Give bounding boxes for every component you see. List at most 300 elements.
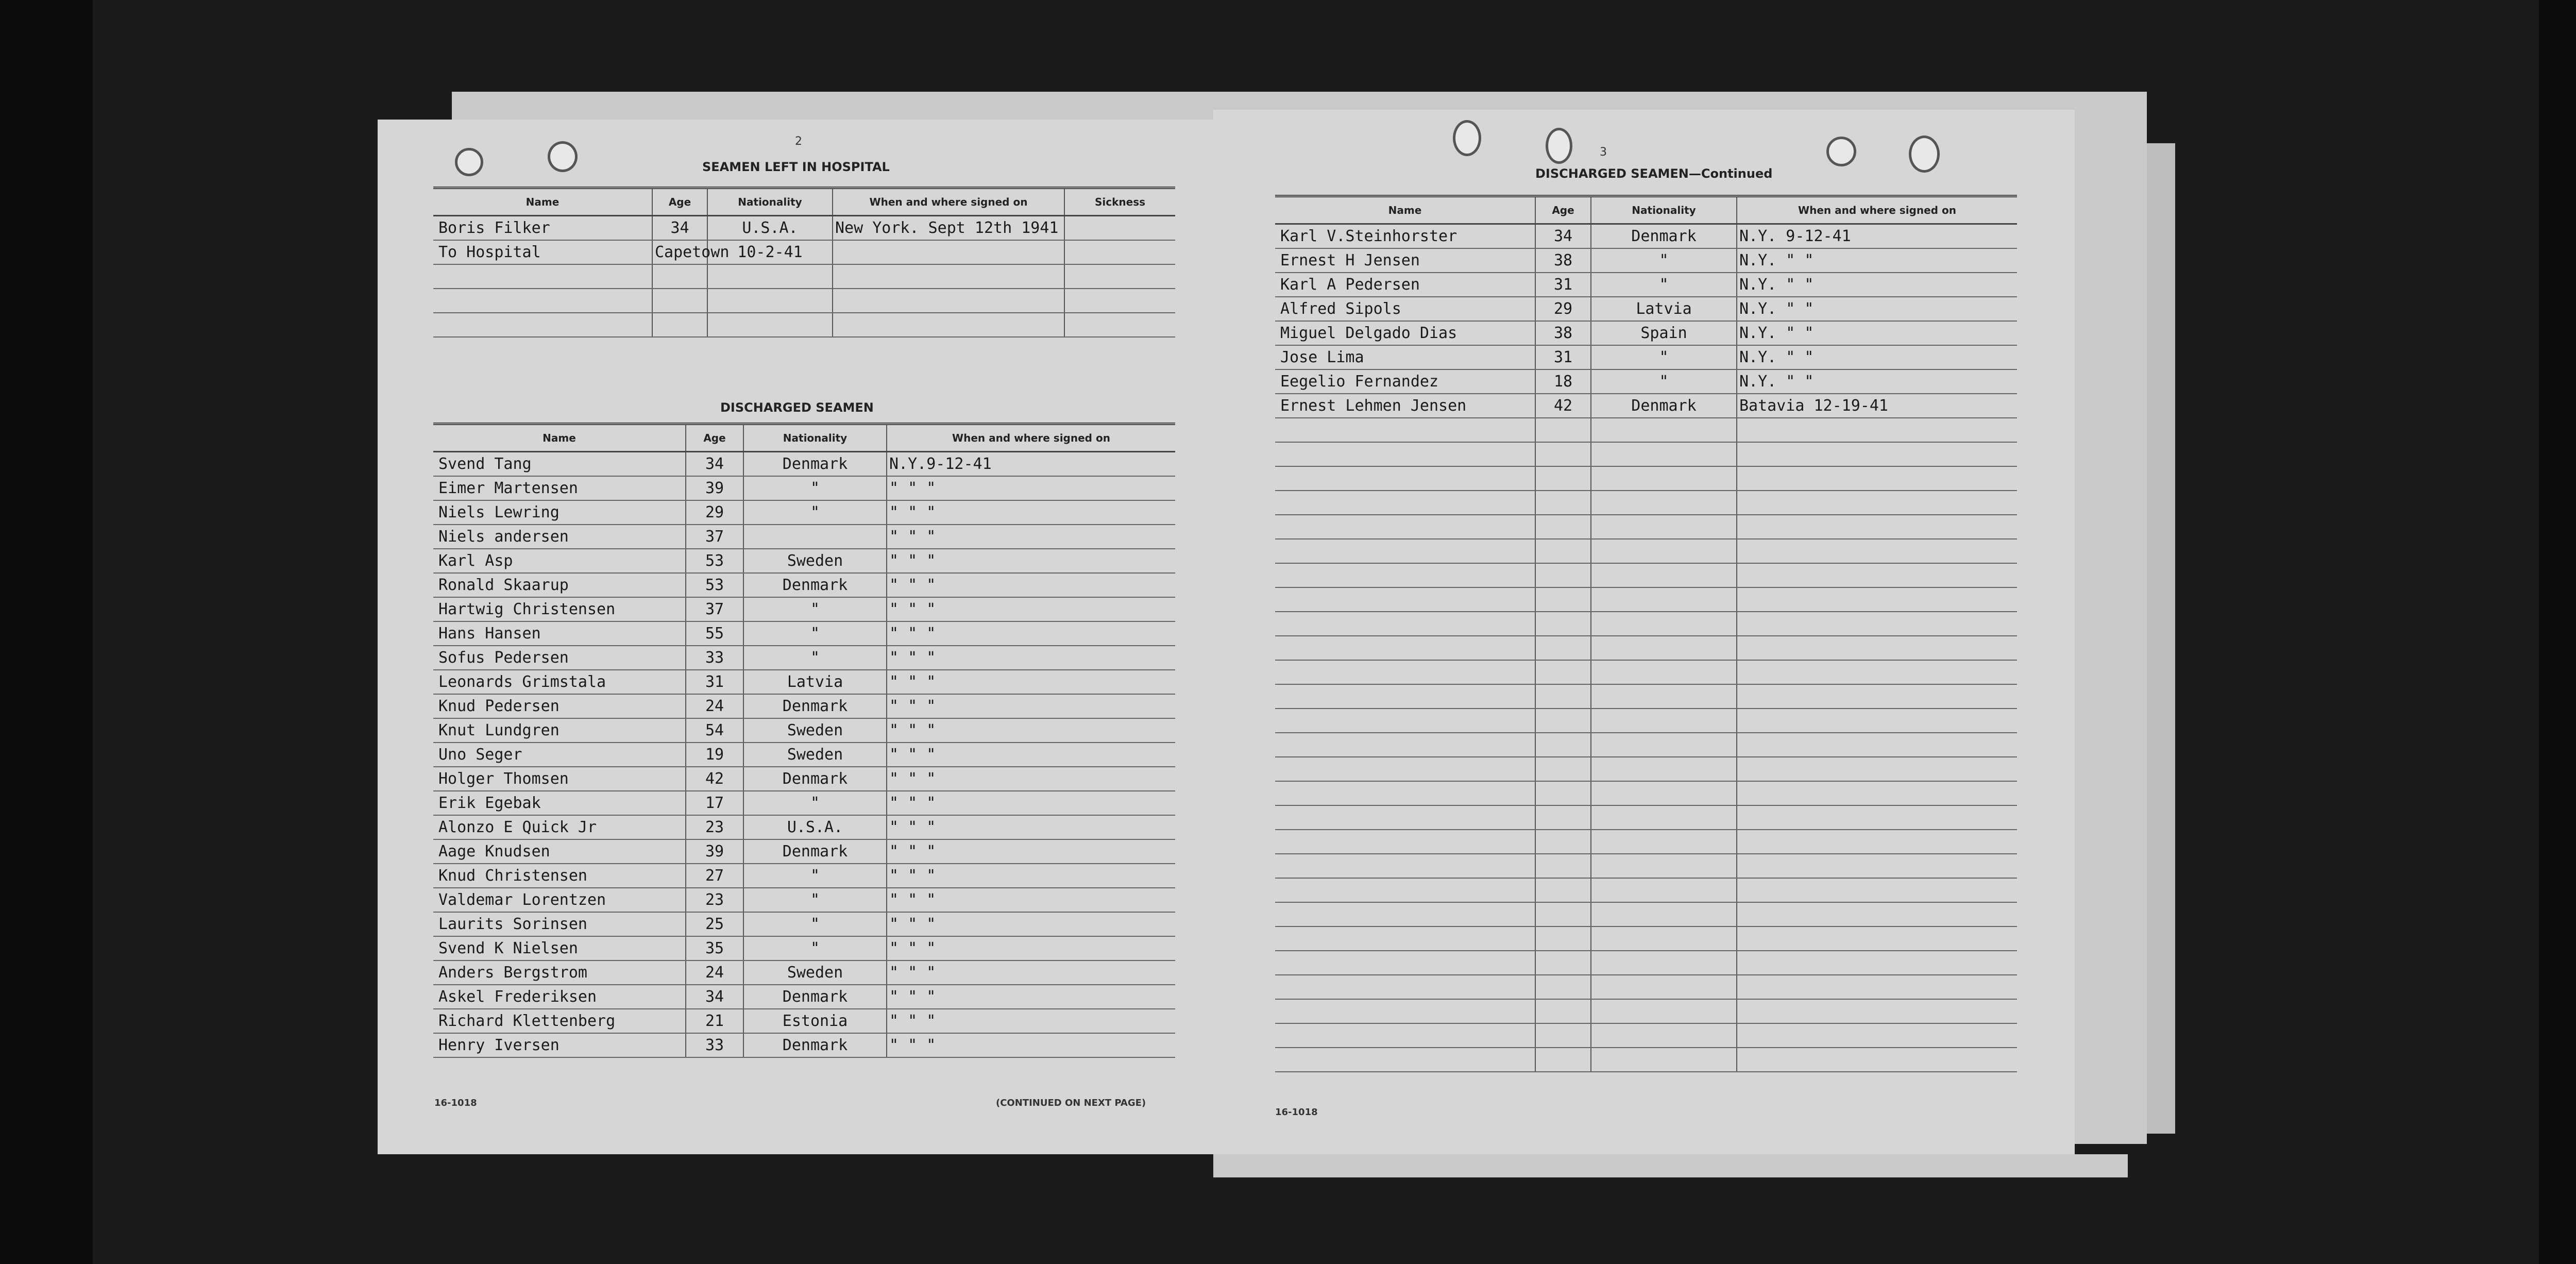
punch-hole (1453, 120, 1481, 156)
table-row (433, 216, 1175, 241)
cell-age: 25 (686, 912, 743, 936)
empty-cell (1275, 466, 1535, 491)
empty-cell (1535, 612, 1591, 636)
cell-age: 24 (686, 694, 743, 718)
cell-name: Knud Pedersen (433, 694, 686, 718)
table-row (433, 646, 1175, 670)
cell-signed-on: " " " (887, 912, 1175, 936)
cell-name: Aage Knudsen (433, 839, 686, 864)
cell-nationality: U.S.A. (743, 815, 887, 839)
empty-cell (1737, 466, 2017, 491)
cell-signed-on: " " " (887, 476, 1175, 500)
empty-cell (1591, 636, 1737, 660)
empty-row (1275, 878, 2017, 902)
cell-name: To Hospital (433, 240, 652, 264)
empty-cell (1737, 926, 2017, 951)
empty-cell (1591, 1023, 1737, 1048)
cell-name: Valdemar Lorentzen (433, 888, 686, 912)
empty-cell (1535, 1048, 1591, 1072)
table-row (433, 597, 1175, 621)
cell-name: Ernest H Jensen (1275, 248, 1535, 273)
cell-nationality: Sweden (743, 549, 887, 573)
cell-age: 42 (686, 767, 743, 791)
cell-nationality (707, 264, 833, 289)
cell-age: 34 (686, 985, 743, 1009)
cell-name: Boris Filker (433, 216, 652, 241)
cell-name: Askel Frederiksen (433, 985, 686, 1009)
table-row (1275, 345, 2017, 369)
table-row (433, 791, 1175, 815)
empty-cell (1275, 733, 1535, 757)
cell-name: Karl V.Steinhorster (1275, 224, 1535, 249)
cell-age: 33 (686, 646, 743, 670)
cell-name: Ernest Lehmen Jensen (1275, 394, 1535, 418)
empty-cell (1591, 805, 1737, 830)
punch-hole (1826, 137, 1856, 166)
cell-age (652, 289, 707, 313)
empty-row (1275, 975, 2017, 999)
header-row (433, 188, 1175, 216)
cell-name (433, 289, 652, 313)
cell-nationality: Estonia (743, 1009, 887, 1033)
table-row (433, 888, 1175, 912)
empty-cell (1591, 757, 1737, 781)
empty-cell (1535, 660, 1591, 684)
cell-age: 38 (1535, 321, 1591, 345)
cell-sickness (1064, 240, 1175, 264)
empty-cell (1737, 999, 2017, 1023)
page-number: 2 (795, 135, 802, 148)
empty-cell (1535, 757, 1591, 781)
cell-signed-on: " " " (887, 743, 1175, 767)
empty-cell (1591, 951, 1737, 975)
empty-cell (1591, 902, 1737, 926)
table-row (1275, 273, 2017, 297)
cell-age: 37 (686, 525, 743, 549)
table-row (433, 985, 1175, 1009)
cell-signed-on: " " " (887, 815, 1175, 839)
cell-name: Eimer Martensen (433, 476, 686, 500)
empty-row (1275, 684, 2017, 709)
empty-cell (1737, 733, 2017, 757)
cell-nationality: Denmark (1591, 394, 1737, 418)
empty-cell (1535, 999, 1591, 1023)
cell-signed-on (833, 240, 1064, 264)
empty-row (1275, 515, 2017, 539)
empty-cell (1591, 926, 1737, 951)
empty-row (1275, 757, 2017, 781)
empty-row (1275, 612, 2017, 636)
cell-signed-on: " " " (887, 525, 1175, 549)
cell-signed-on: N.Y. " " (1737, 297, 2017, 321)
empty-cell (1737, 854, 2017, 878)
cell-age: 27 (686, 864, 743, 888)
cell-name: Hartwig Christensen (433, 597, 686, 621)
cell-signed-on (833, 264, 1064, 289)
table-row (433, 839, 1175, 864)
empty-cell (1535, 733, 1591, 757)
continued-note: (CONTINUED ON NEXT PAGE) (996, 1098, 1146, 1108)
empty-row (1275, 491, 2017, 515)
cell-age: 29 (686, 500, 743, 525)
cell-signed-on: " " " (887, 791, 1175, 815)
cell-age: 18 (1535, 369, 1591, 394)
empty-cell (1275, 442, 1535, 466)
table-row (1275, 224, 2017, 249)
cell-age: 54 (686, 718, 743, 743)
empty-cell (1737, 539, 2017, 563)
empty-cell (1737, 805, 2017, 830)
empty-cell (1275, 539, 1535, 563)
empty-cell (1535, 515, 1591, 539)
empty-cell (1591, 830, 1737, 854)
empty-cell (1275, 805, 1535, 830)
cell-sickness (1064, 289, 1175, 313)
cell-signed-on: " " " (887, 1009, 1175, 1033)
column-header: Name (433, 188, 652, 216)
column-header: Age (652, 188, 707, 216)
cell-name: Alonzo E Quick Jr (433, 815, 686, 839)
table-row (433, 670, 1175, 694)
empty-row (1275, 636, 2017, 660)
cell-name: Eegelio Fernandez (1275, 369, 1535, 394)
empty-cell (1275, 1023, 1535, 1048)
empty-cell (1737, 636, 2017, 660)
cell-nationality: " (1591, 369, 1737, 394)
empty-cell (1737, 587, 2017, 612)
empty-cell (1591, 733, 1737, 757)
empty-cell (1275, 1048, 1535, 1072)
cell-name: Anders Bergstrom (433, 960, 686, 985)
empty-cell (1275, 926, 1535, 951)
empty-cell (1737, 491, 2017, 515)
empty-cell (1737, 1048, 2017, 1072)
empty-cell (1275, 515, 1535, 539)
cell-name: Uno Seger (433, 743, 686, 767)
cell-age: 34 (1535, 224, 1591, 249)
cell-name: Holger Thomsen (433, 767, 686, 791)
cell-nationality: " (743, 646, 887, 670)
cell-name: Ronald Skaarup (433, 573, 686, 597)
hospital-table (433, 187, 1175, 338)
film-border-right (2539, 0, 2576, 1264)
cell-signed-on: " " " (887, 549, 1175, 573)
cell-signed-on (833, 313, 1064, 337)
cell-signed-on: N.Y. " " (1737, 369, 2017, 394)
cell-signed-on: " " " (887, 839, 1175, 864)
cell-name (433, 313, 652, 337)
empty-cell (1275, 878, 1535, 902)
table-row (433, 864, 1175, 888)
empty-cell (1275, 830, 1535, 854)
empty-cell (1591, 1048, 1737, 1072)
empty-cell (1535, 805, 1591, 830)
cell-signed-on: Batavia 12-19-41 (1737, 394, 2017, 418)
cell-age: 31 (1535, 273, 1591, 297)
empty-cell (1275, 491, 1535, 515)
cell-nationality: " (743, 864, 887, 888)
cell-nationality: " (743, 912, 887, 936)
empty-cell (1591, 999, 1737, 1023)
empty-cell (1737, 660, 2017, 684)
table-row (433, 549, 1175, 573)
column-header: Name (433, 424, 686, 452)
cell-signed-on: " " " (887, 670, 1175, 694)
empty-row (1275, 466, 2017, 491)
table-row (433, 313, 1175, 337)
table-row (1275, 394, 2017, 418)
cell-signed-on: New York. Sept 12th 1941 (833, 216, 1064, 241)
empty-cell (1275, 660, 1535, 684)
empty-cell (1591, 466, 1737, 491)
discharged-continued-title: DISCHARGED SEAMEN—Continued (1535, 166, 1773, 181)
empty-cell (1737, 515, 2017, 539)
column-header: Age (1535, 196, 1591, 224)
discharged-continued-table (1275, 195, 2017, 1072)
cell-sickness (1064, 264, 1175, 289)
empty-cell (1737, 878, 2017, 902)
table-row (433, 960, 1175, 985)
empty-cell (1591, 418, 1737, 442)
empty-row (1275, 781, 2017, 805)
cell-age: 39 (686, 839, 743, 864)
cell-name (433, 264, 652, 289)
empty-row (1275, 418, 2017, 442)
cell-signed-on: N.Y. " " (1737, 273, 2017, 297)
cell-signed-on: " " " (887, 888, 1175, 912)
cell-age: 34 (652, 216, 707, 241)
empty-cell (1275, 999, 1535, 1023)
cell-nationality: Denmark (743, 767, 887, 791)
header-row (433, 424, 1175, 452)
cell-age: 23 (686, 815, 743, 839)
cell-age: 35 (686, 936, 743, 960)
cell-signed-on: N.Y. " " (1737, 345, 2017, 369)
empty-row (1275, 830, 2017, 854)
cell-age: 31 (686, 670, 743, 694)
empty-cell (1535, 418, 1591, 442)
cell-nationality: Denmark (743, 452, 887, 477)
cell-nationality: " (743, 791, 887, 815)
empty-cell (1535, 854, 1591, 878)
cell-nationality: " (743, 936, 887, 960)
film-border-left (0, 0, 93, 1264)
empty-cell (1737, 684, 2017, 709)
empty-row (1275, 902, 2017, 926)
form-number: 16-1018 (1275, 1107, 1318, 1118)
table-row (433, 815, 1175, 839)
empty-cell (1275, 757, 1535, 781)
cell-name: Jose Lima (1275, 345, 1535, 369)
table-row (433, 1009, 1175, 1033)
empty-row (1275, 805, 2017, 830)
cell-nationality: Latvia (1591, 297, 1737, 321)
cell-age: 21 (686, 1009, 743, 1033)
empty-row (1275, 854, 2017, 878)
empty-cell (1535, 636, 1591, 660)
cell-age: 42 (1535, 394, 1591, 418)
column-header: When and where signed on (833, 188, 1064, 216)
table-row (1275, 297, 2017, 321)
cell-name: Erik Egebak (433, 791, 686, 815)
table-row (433, 936, 1175, 960)
cell-nationality: U.S.A. (707, 216, 833, 241)
empty-cell (1737, 902, 2017, 926)
cell-name: Laurits Sorinsen (433, 912, 686, 936)
cell-nationality: Denmark (743, 1033, 887, 1057)
empty-cell (1591, 612, 1737, 636)
empty-cell (1737, 781, 2017, 805)
cell-nationality: 10-2-41 (707, 240, 833, 264)
cell-name: Leonards Grimstala (433, 670, 686, 694)
cell-name: Svend K Nielsen (433, 936, 686, 960)
cell-signed-on: " " " (887, 1033, 1175, 1057)
cell-name: Niels Lewring (433, 500, 686, 525)
cell-nationality (743, 525, 887, 549)
empty-cell (1591, 781, 1737, 805)
cell-signed-on: " " " (887, 597, 1175, 621)
table-row (433, 476, 1175, 500)
cell-age: 38 (1535, 248, 1591, 273)
punch-hole (1909, 136, 1940, 173)
empty-cell (1535, 902, 1591, 926)
cell-nationality: Sweden (743, 960, 887, 985)
empty-cell (1591, 709, 1737, 733)
cell-age: 33 (686, 1033, 743, 1057)
cell-sickness (1064, 313, 1175, 337)
empty-row (1275, 709, 2017, 733)
cell-nationality: " (1591, 248, 1737, 273)
empty-cell (1275, 854, 1535, 878)
empty-cell (1737, 1023, 2017, 1048)
column-header: When and where signed on (887, 424, 1175, 452)
empty-cell (1535, 709, 1591, 733)
empty-cell (1591, 491, 1737, 515)
empty-cell (1535, 975, 1591, 999)
cell-age: 37 (686, 597, 743, 621)
left-page (378, 120, 1213, 1154)
empty-cell (1535, 491, 1591, 515)
empty-cell (1535, 563, 1591, 587)
cell-nationality: Denmark (743, 694, 887, 718)
cell-name: Niels andersen (433, 525, 686, 549)
empty-cell (1591, 854, 1737, 878)
cell-signed-on: " " " (887, 573, 1175, 597)
cell-signed-on: N.Y. " " (1737, 248, 2017, 273)
right-page (1213, 110, 2075, 1154)
discharged-table (433, 423, 1175, 1058)
empty-cell (1275, 975, 1535, 999)
cell-nationality: Denmark (743, 573, 887, 597)
cell-name: Knud Christensen (433, 864, 686, 888)
table-row (433, 718, 1175, 743)
cell-nationality: Spain (1591, 321, 1737, 345)
cell-age: 24 (686, 960, 743, 985)
empty-cell (1737, 830, 2017, 854)
cell-nationality: Denmark (743, 839, 887, 864)
empty-cell (1275, 587, 1535, 612)
empty-cell (1275, 781, 1535, 805)
empty-cell (1737, 418, 2017, 442)
table-row (433, 743, 1175, 767)
cell-nationality: " (743, 500, 887, 525)
cell-nationality: " (743, 476, 887, 500)
empty-cell (1591, 442, 1737, 466)
cell-signed-on: " " " (887, 718, 1175, 743)
empty-cell (1275, 636, 1535, 660)
table-row (1275, 248, 2017, 273)
cell-age: 29 (1535, 297, 1591, 321)
cell-nationality: " (743, 888, 887, 912)
empty-row (1275, 660, 2017, 684)
cell-nationality: Denmark (1591, 224, 1737, 249)
empty-cell (1535, 878, 1591, 902)
empty-cell (1737, 612, 2017, 636)
table-row (433, 500, 1175, 525)
cell-signed-on: " " " (887, 960, 1175, 985)
empty-cell (1535, 926, 1591, 951)
cell-signed-on: N.Y.9-12-41 (887, 452, 1175, 477)
empty-cell (1737, 975, 2017, 999)
empty-cell (1535, 539, 1591, 563)
cell-signed-on: " " " (887, 646, 1175, 670)
cell-age: 53 (686, 573, 743, 597)
cell-signed-on (833, 289, 1064, 313)
cell-nationality (707, 313, 833, 337)
empty-cell (1535, 951, 1591, 975)
cell-signed-on: N.Y. " " (1737, 321, 2017, 345)
table-row (433, 694, 1175, 718)
empty-cell (1275, 951, 1535, 975)
empty-row (1275, 442, 2017, 466)
cell-nationality: Latvia (743, 670, 887, 694)
empty-cell (1535, 1023, 1591, 1048)
column-header: Age (686, 424, 743, 452)
back-sheet-bottom (1213, 1154, 2128, 1177)
empty-cell (1275, 563, 1535, 587)
cell-name: Knut Lundgren (433, 718, 686, 743)
column-header: Nationality (1591, 196, 1737, 224)
discharged-section-title: DISCHARGED SEAMEN (720, 400, 874, 415)
cell-age: 17 (686, 791, 743, 815)
empty-row (1275, 999, 2017, 1023)
column-header: Sickness (1064, 188, 1175, 216)
cell-age: 19 (686, 743, 743, 767)
cell-nationality: Denmark (743, 985, 887, 1009)
empty-row (1275, 539, 2017, 563)
empty-cell (1591, 684, 1737, 709)
cell-age: 23 (686, 888, 743, 912)
column-header: Name (1275, 196, 1535, 224)
cell-name: Alfred Sipols (1275, 297, 1535, 321)
cell-age: 31 (1535, 345, 1591, 369)
cell-name: Karl A Pedersen (1275, 273, 1535, 297)
cell-age: Capetown (652, 240, 707, 264)
table-row (433, 767, 1175, 791)
punch-hole (1546, 128, 1572, 164)
cell-nationality: Sweden (743, 718, 887, 743)
column-header: Nationality (707, 188, 833, 216)
empty-cell (1275, 684, 1535, 709)
cell-name: Henry Iversen (433, 1033, 686, 1057)
empty-cell (1737, 951, 2017, 975)
cell-signed-on: " " " (887, 985, 1175, 1009)
empty-cell (1591, 878, 1737, 902)
table-row (433, 1033, 1175, 1057)
cell-name: Hans Hansen (433, 621, 686, 646)
hospital-section-title: SEAMEN LEFT IN HOSPITAL (702, 160, 890, 174)
cell-signed-on: N.Y. 9-12-41 (1737, 224, 2017, 249)
